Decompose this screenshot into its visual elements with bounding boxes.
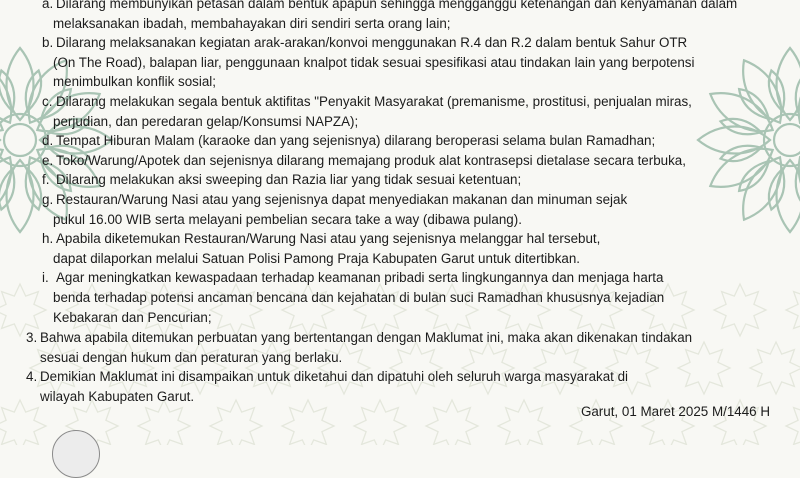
closing-date-line: Garut, 01 Maret 2025 M/1446 H: [581, 404, 770, 419]
item-text: Dilarang melakukan aksi sweeping dan Razia liar yang tidak sesuai ketentuan;: [56, 172, 521, 187]
item-text: dapat dilaporkan melalui Satuan Polisi Pamong Praja Kabupaten Garut untuk ditertibkan.: [53, 251, 580, 266]
item-text: (On The Road), balapan liar, penggunaan knalpot tidak sesuai spesifikasi atau tindakan lain yang berpotensi: [53, 55, 694, 70]
item-marker: f.: [42, 172, 56, 188]
list-item-line: [53, 74, 216, 90]
item-text: Apabila diketemukan Restauran/Warung Nasi atau yang sejenisnya melanggar hal tersebut,: [56, 231, 600, 246]
point-line: [40, 350, 342, 366]
item-marker: c.: [42, 94, 56, 110]
list-item-line: [53, 290, 664, 306]
item-marker: a.: [42, 0, 56, 12]
list-item-line: [42, 192, 627, 208]
list-item-line: [42, 133, 655, 149]
item-marker: 4.: [26, 369, 40, 385]
list-item-line: [42, 231, 600, 247]
list-item-line: [53, 310, 212, 326]
item-marker: i.: [42, 270, 56, 286]
item-text: sesuai dengan hukum dan peraturan yang berlaku.: [40, 350, 342, 365]
list-item-line: [42, 153, 686, 169]
item-text: Bahwa apabila ditemukan perbuatan yang bertentangan dengan Maklumat ini, maka akan dikenakan tindakan: [40, 330, 692, 345]
item-marker: b.: [42, 35, 56, 51]
item-text: menimbulkan konflik sosial;: [53, 74, 216, 89]
point-line: [26, 369, 628, 385]
item-marker: h.: [42, 231, 56, 247]
list-item-line: [53, 251, 580, 267]
point-line: [40, 389, 194, 405]
item-text: Agar meningkatkan kewaspadaan terhadap keamanan pribadi serta lingkungannya dan menjaga harta: [56, 270, 663, 285]
list-item-line: [53, 114, 358, 130]
item-text: pukul 16.00 WIB serta melayani pembelian secara take a way (dibawa pulang).: [53, 212, 522, 227]
list-item-line: [42, 94, 692, 110]
list-item-line: [42, 35, 687, 51]
point-line: [26, 330, 692, 346]
list-item-line: [53, 212, 522, 228]
list-item-line: [42, 172, 521, 188]
item-marker: e.: [42, 153, 56, 169]
item-marker: 3.: [26, 330, 40, 346]
item-text: Restauran/Warung Nasi atau yang sejenisnya dapat menyediakan makanan dan minuman sejak: [56, 192, 627, 207]
item-text: Dilarang membunyikan petasan dalam bentuk apapun sehingga mengganggu ketenangan dan kenyamanan dalam: [56, 0, 737, 11]
item-text: Demikian Maklumat ini disampaikan untuk diketahui dan dipatuhi oleh seluruh warga masyarakat di: [40, 369, 628, 384]
item-marker: d.: [42, 133, 56, 149]
list-item-line: [53, 55, 694, 71]
item-text: melaksanakan ibadah, membahayakan diri sendiri serta orang lain;: [53, 16, 450, 31]
list-item-line: [53, 16, 450, 32]
item-text: Toko/Warung/Apotek dan sejenisnya dilarang memajang produk alat kontrasepsi dietalase secara terbuka,: [56, 153, 686, 168]
list-item-line: [42, 0, 737, 12]
item-text: benda terhadap potensi ancaman bencana dan kejahatan di bulan suci Ramadhan khususnya kejadian: [53, 290, 664, 305]
item-text: Tempat Hiburan Malam (karaoke dan yang sejenisnya) dilarang beroperasi selama bulan Ramadhan;: [56, 133, 655, 148]
item-text: Dilarang melakukan segala bentuk aktifitas "Penyakit Masyarakat (premanisme, prostitusi, penjualan miras,: [56, 94, 692, 109]
item-text: Kebakaran dan Pencurian;: [53, 310, 212, 325]
list-item-line: [42, 270, 663, 286]
item-marker: g.: [42, 192, 56, 208]
item-text: wilayah Kabupaten Garut.: [40, 389, 194, 404]
item-text: Dilarang melaksanakan kegiatan arak-arakan/konvoi menggunakan R.4 dan R.2 dalam bentuk Sahur OTR: [56, 35, 687, 50]
item-text: perjudian, dan peredaran gelap/Konsumsi NAPZA);: [53, 114, 358, 129]
